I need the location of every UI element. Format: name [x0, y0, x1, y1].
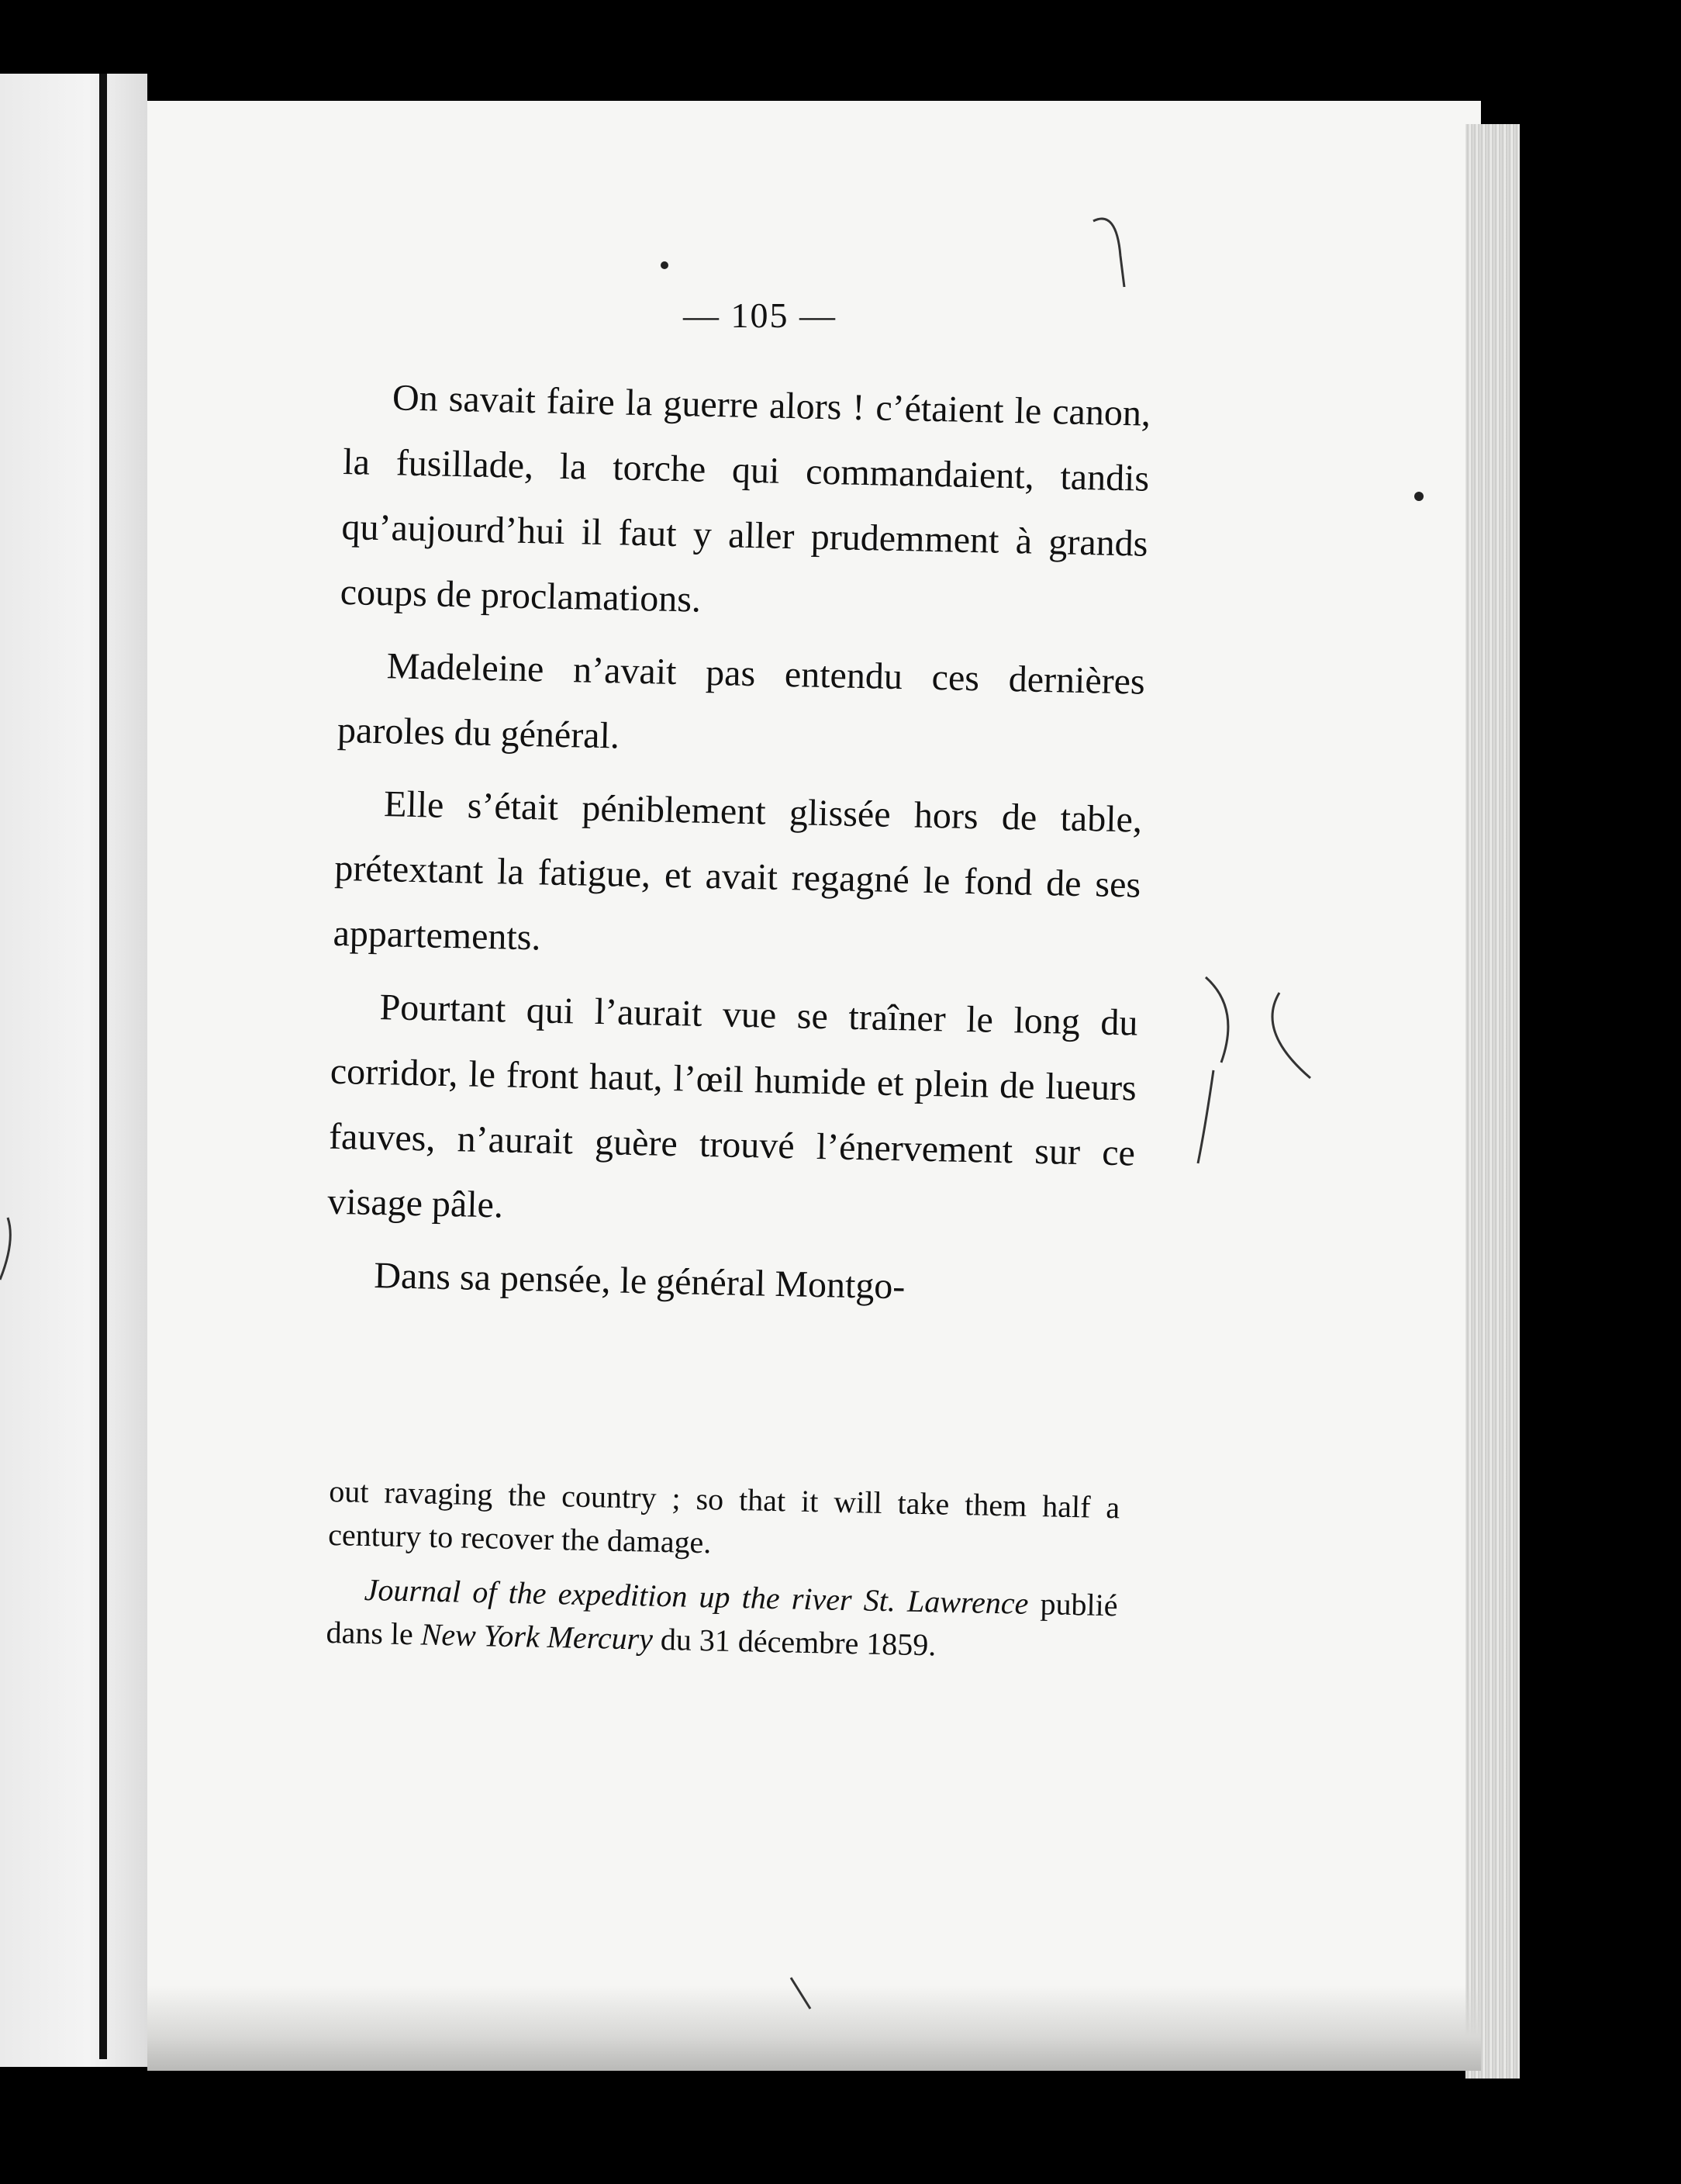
stray-mark [791, 1978, 810, 2009]
paragraph: Pourtant qui l’aurait vue se traîner le long du corridor, le front haut, l’œil humide et plein de lueurs fauves, n’aurait guère trouvé l’énervement sur ce visage pâle. [326, 987, 1138, 1226]
stray-dot [661, 261, 668, 269]
stray-mark [1272, 993, 1310, 1078]
source-title: Journal of the expedition up the river St. Lawrence [364, 1571, 1029, 1621]
paragraph: On savait faire la guerre alors ! c’étaient le canon, la fusillade, la torche qui commandaient, tandis qu’aujourd’hui il faut y aller prudemment à grands coups de proclamations. [340, 377, 1151, 620]
stray-mark [0, 1218, 10, 1280]
paragraph: Elle s’était péniblement glissée hors de table, prétextant la fatigue, et avait regagné le fond de ses appartements. [333, 783, 1143, 959]
footnote-quote: out ravaging the country ; so that it will take them half a century to recover the damage. [327, 1473, 1120, 1560]
paragraph: Madeleine n’avait pas entendu ces dernières paroles du général. [337, 645, 1146, 757]
page-number: — 105 — [683, 295, 837, 335]
source-newspaper: New York Mercury [420, 1616, 654, 1657]
stray-mark [1093, 219, 1124, 287]
source-text: publié dans le [326, 1585, 1119, 1652]
stray-dot [1414, 492, 1424, 501]
source-date: du 31 décembre 1859. [652, 1621, 937, 1663]
paragraph: Dans sa pensée, le général Montgo- [373, 1255, 906, 1308]
stray-mark [1198, 977, 1228, 1163]
